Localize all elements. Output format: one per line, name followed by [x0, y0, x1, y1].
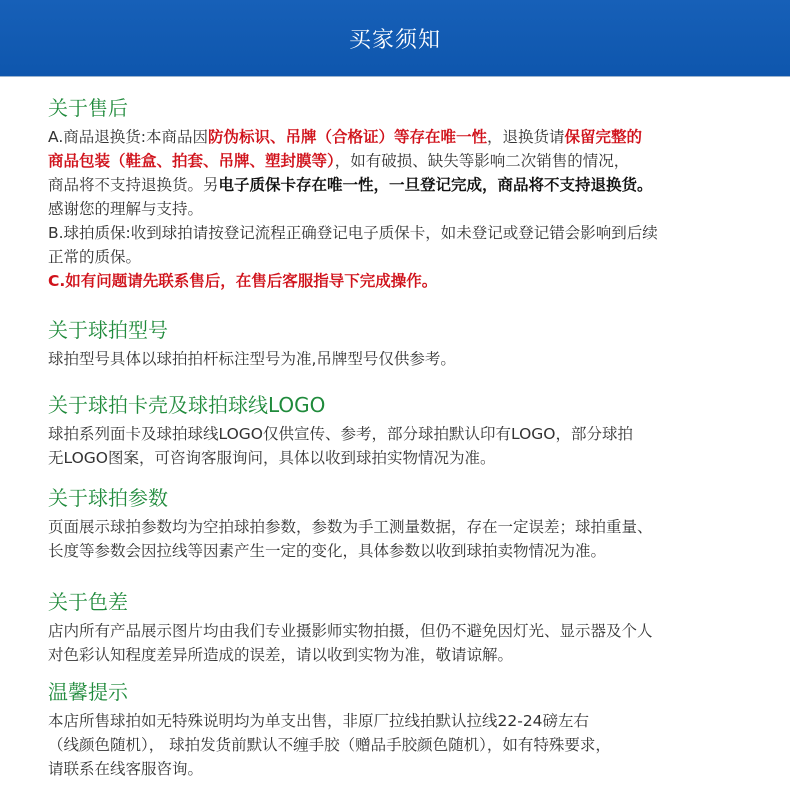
highlight-line: C.如有问题请先联系售后，在售后客服指导下完成操作。 [48, 272, 438, 290]
paragraph-line: 本店所售球拍如无特殊说明均为单支出售，非原厂拉线拍默认拉线22-24磅左右 [48, 712, 590, 730]
paragraph-line: 感谢您的理解与支持。 [48, 200, 204, 218]
paragraph-line: 对色彩认知程度差异所造成的误差，请以收到实物为准，敬请谅解。 [48, 646, 514, 664]
highlight-text: 保留完整的 [564, 128, 643, 146]
section-heading: 关于售后 [48, 96, 128, 120]
section-heading: 关于色差 [48, 590, 128, 614]
section-heading: 温馨提示 [48, 680, 128, 704]
section-heading: 关于球拍参数 [48, 486, 168, 510]
highlight-text: 商品包装（鞋盒、拍套、吊牌、塑封膜等） [48, 152, 335, 170]
section-after-sales [48, 95, 773, 293]
text-span: ，如有破损、缺失等影响二次销售的情况， [334, 152, 630, 170]
paragraph-line [48, 149, 773, 173]
section-model [48, 317, 773, 371]
section-heading: 关于球拍卡壳及球拍球线LOGO [48, 393, 326, 417]
text-span: A.商品退换货:本商品因 [48, 128, 208, 146]
paragraph-line: 店内所有产品展示图片均由我们专业摄影师实物拍摄，但仍不避免因灯光、显示器及个人 [48, 622, 653, 640]
highlight-text: 防伪标识、吊牌（合格证）等存在唯一性 [207, 128, 487, 146]
paragraph-line: 长度等参数会因拉线等因素产生一定的变化，具体参数以收到球拍卖物情况为准。 [48, 542, 607, 560]
paragraph-line: 请联系在线客服咨询。 [48, 760, 204, 778]
page-title: 买家须知 [348, 27, 441, 53]
text-span: ，退换货请 [487, 128, 565, 146]
section-params [48, 485, 773, 563]
paragraph-line: 页面展示球拍参数均为空拍球拍参数，参数为手工测量数据，存在一定误差；球拍重量、 [48, 518, 653, 536]
paragraph-line: （线颜色随机）， 球拍发货前默认不缠手胶（赠品手胶颜色随机），如有特殊要求， [48, 736, 611, 754]
bold-text: 电子质保卡存在唯一性，一旦登记完成，商品将不支持退换货。 [218, 176, 653, 194]
section-tips [48, 679, 773, 781]
section-color [48, 589, 773, 667]
paragraph-line: B.球拍质保:收到球拍请按登记流程正确登记电子质保卡，如未登记或登记错会影响到后续 [48, 224, 658, 242]
paragraph-line: 球拍型号具体以球拍拍杆标注型号为准,吊牌型号仅供参考。 [48, 350, 456, 368]
section-logo [48, 392, 773, 470]
paragraph-line [48, 125, 773, 149]
paragraph-line [48, 173, 773, 197]
header-banner [0, 0, 790, 77]
text-span: 商品将不支持退换货。另 [48, 176, 219, 194]
section-heading: 关于球拍型号 [48, 318, 168, 342]
paragraph-line: 球拍系列面卡及球拍球线LOGO仅供宣传、参考，部分球拍默认印有LOGO，部分球拍 [48, 425, 633, 443]
paragraph-line: 无LOGO图案，可咨询客服询问，具体以收到球拍实物情况为准。 [48, 449, 496, 467]
paragraph-line: 正常的质保。 [48, 248, 142, 266]
